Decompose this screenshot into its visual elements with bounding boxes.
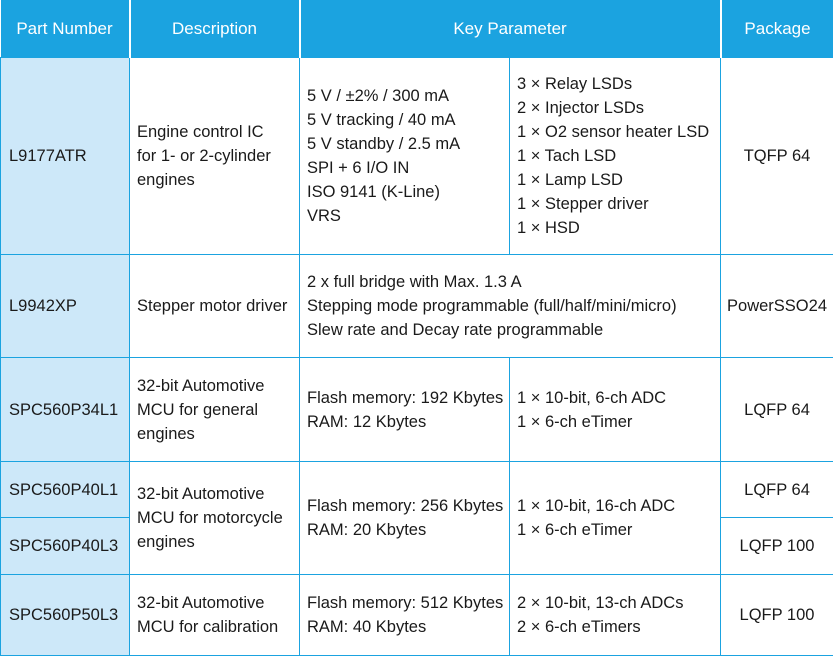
key-parameter-cell [300, 358, 510, 462]
key-parameter-cell [300, 462, 510, 575]
parameter-line: 1 × 6-ch eTimer [517, 521, 633, 539]
description-line: engines [137, 533, 195, 551]
key-parameter-cell [510, 462, 721, 575]
parameter-line: 1 × Lamp LSD [517, 171, 623, 189]
description-line: engines [137, 171, 195, 189]
parameter-line: 2 × 10-bit, 13-ch ADCs [517, 594, 684, 612]
parameter-line: 1 × 10-bit, 6-ch ADC [517, 388, 667, 407]
description-line: MCU for general [137, 400, 259, 419]
parameter-line: 5 V tracking / 40 mA [307, 111, 456, 129]
parameter-line: 1 × 10-bit, 16-ch ADC [517, 497, 676, 515]
key-parameter-cell [510, 358, 721, 462]
package-cell: TQFP 64 [721, 58, 833, 255]
parameter-line: 1 × HSD [517, 219, 580, 237]
parameter-line: VRS [307, 207, 341, 225]
part-number-cell: L9942XP [1, 255, 130, 358]
table-row [1, 462, 833, 518]
description-line: 32-bit Automotive [137, 376, 265, 395]
description-line: MCU for motorcycle [137, 509, 283, 527]
header-row [1, 0, 833, 58]
parameter-line: 2 × Injector LSDs [517, 99, 645, 117]
description-line: MCU for calibration [137, 618, 279, 636]
parameter-line: Flash memory: 192 Kbytes [307, 388, 504, 407]
header-key-parameter: Key Parameter [300, 0, 721, 58]
parameter-line: 1 × Tach LSD [517, 147, 617, 165]
key-parameter-cell [300, 255, 721, 358]
header-description: Description [130, 0, 300, 58]
description-cell [130, 358, 300, 462]
parameter-line: Stepping mode programmable (full/half/mini/micro) [307, 297, 677, 315]
description-cell: Stepper motor driver [130, 255, 300, 358]
table-row [1, 58, 833, 255]
parameter-line: 2 x full bridge with Max. 1.3 A [307, 273, 522, 291]
parameter-line: 5 V / ±2% / 300 mA [307, 87, 450, 105]
key-parameter-cell [300, 575, 510, 656]
package-cell: PowerSSO24 [721, 255, 833, 358]
parameter-line: 1 × Stepper driver [517, 195, 649, 213]
part-number-cell: L9177ATR [1, 58, 130, 255]
parameter-line: Flash memory: 512 Kbytes [307, 594, 504, 612]
parameter-line: Flash memory: 256 Kbytes [307, 497, 504, 515]
package-cell: LQFP 64 [721, 358, 833, 462]
parameter-line: ISO 9141 (K-Line) [307, 183, 440, 201]
parameter-line: 5 V standby / 2.5 mA [307, 135, 461, 153]
header-part-number: Part Number [1, 0, 130, 58]
description-cell [130, 462, 300, 575]
key-parameter-cell [510, 58, 721, 255]
description-line: engines [137, 424, 195, 443]
parameter-line: RAM: 12 Kbytes [307, 412, 427, 431]
key-parameter-cell [300, 58, 510, 255]
parameter-line: Slew rate and Decay rate programmable [307, 321, 604, 339]
description-line: 32-bit Automotive [137, 485, 265, 503]
table-row [1, 358, 833, 462]
parameter-line: SPI + 6 I/O IN [307, 159, 410, 177]
parameter-line: RAM: 40 Kbytes [307, 618, 427, 636]
table-row [1, 255, 833, 358]
part-number-cell: SPC560P50L3 [1, 575, 130, 656]
parameter-line: 1 × 6-ch eTimer [517, 412, 633, 431]
package-cell: LQFP 100 [721, 575, 833, 656]
parameter-line: RAM: 20 Kbytes [307, 521, 427, 539]
description-cell [130, 575, 300, 656]
key-parameter-cell [510, 575, 721, 656]
package-cell: LQFP 64 [721, 462, 833, 518]
table-row [1, 575, 833, 656]
parameter-line: 3 × Relay LSDs [517, 75, 633, 93]
description-cell [130, 58, 300, 255]
part-number-cell: SPC560P34L1 [1, 358, 130, 462]
parameter-line: 1 × O2 sensor heater LSD [517, 123, 710, 141]
package-cell: LQFP 100 [721, 518, 833, 575]
parameter-line: 2 × 6-ch eTimers [517, 618, 641, 636]
description-line: for 1- or 2-cylinder [137, 147, 271, 165]
part-number-cell: SPC560P40L3 [1, 518, 130, 575]
header-package: Package [721, 0, 833, 58]
description-line: 32-bit Automotive [137, 594, 265, 612]
description-line: Engine control IC [137, 123, 264, 141]
part-number-cell: SPC560P40L1 [1, 462, 130, 518]
